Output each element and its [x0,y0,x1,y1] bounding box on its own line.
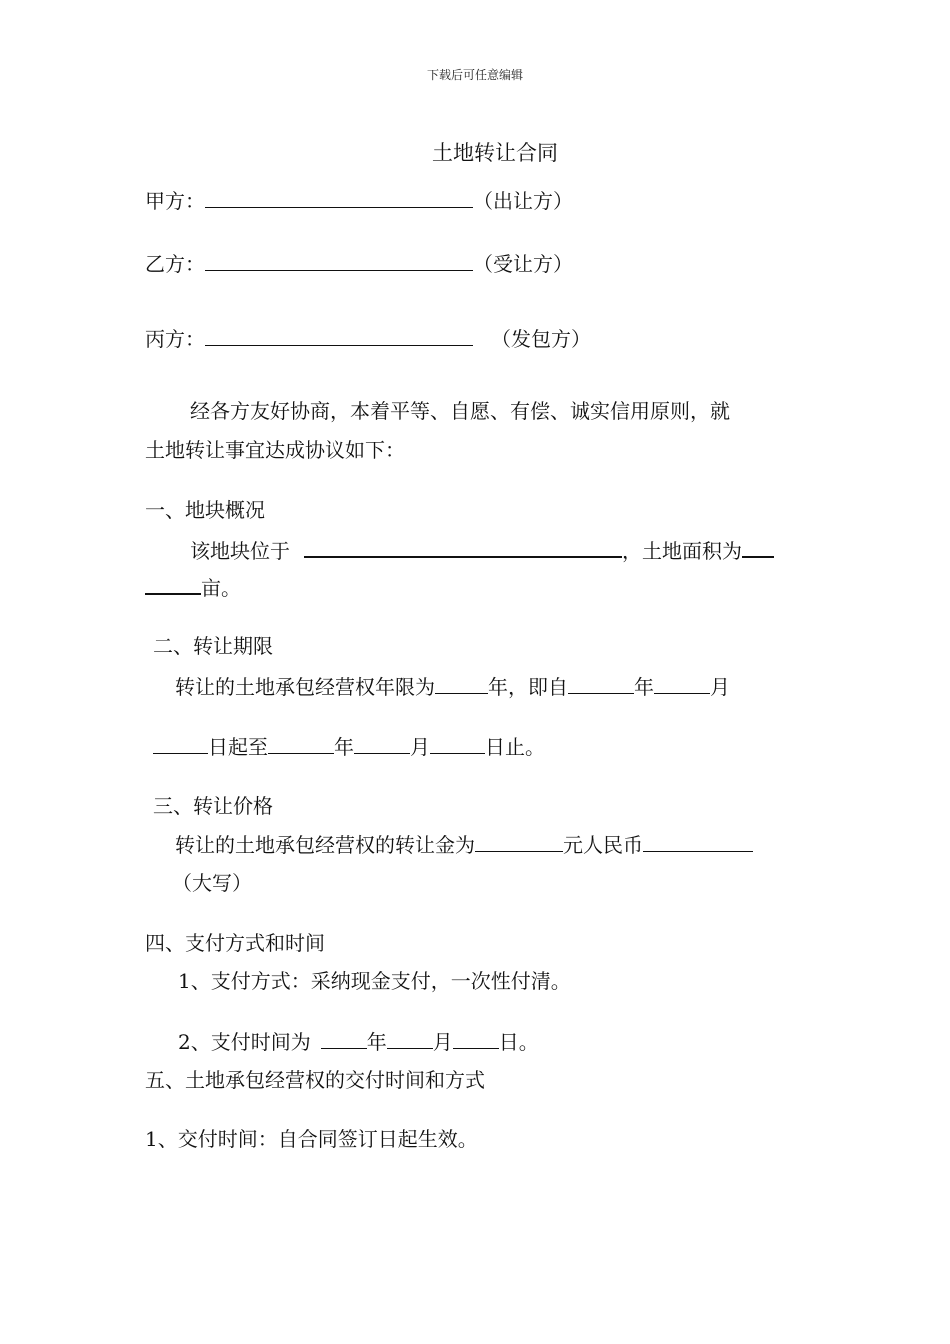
term-years-blank[interactable] [435,673,488,694]
section3-uppercase-note: （大写） [172,871,252,895]
party-c-line [145,325,591,352]
party-b-label: 乙方： [145,252,205,276]
party-a-label: 甲方： [145,189,205,213]
party-b-blank[interactable] [205,250,473,271]
section4-item2-line [178,1028,539,1055]
party-b-line [145,250,573,277]
document-title: 土地转让合同 [432,141,558,165]
section4-month-unit: 月 [432,1030,453,1054]
section3-heading: 三、转让价格 [153,794,273,818]
section4-year-unit: 年 [366,1030,387,1054]
party-a-blank[interactable] [205,187,473,208]
section1-heading: 一、地块概况 [145,498,265,522]
pay-day-blank[interactable] [453,1028,499,1049]
section4-day-unit: 日。 [498,1030,539,1054]
section5-heading: 五、土地承包经营权的交付时间和方式 [145,1068,485,1092]
end-day-blank[interactable] [430,733,485,754]
section3-currency-text: 元人民币 [563,833,643,857]
section2-from-text: ，即自 [508,675,568,699]
section1-area-line [145,573,241,601]
section4-item1: 1、支付方式：采纳现金支付，一次性付清。 [178,969,571,993]
start-year-blank[interactable] [568,673,634,694]
pay-year-blank[interactable] [321,1028,367,1049]
area-blank-a[interactable] [742,536,774,558]
intro-line-1: 经各方友好协商，本着平等、自愿、有偿、诚实信用原则，就 [190,399,730,423]
section2-end-month-unit: 月 [410,735,430,759]
section1-location-text: 该地块位于 [190,539,290,563]
party-c-blank[interactable] [205,325,473,346]
section2-end-line [153,733,545,760]
section2-day-from-text: 日起至 [208,735,268,759]
location-blank[interactable] [304,536,622,558]
section2-start-month-unit: 月 [710,675,730,699]
area-blank-b[interactable] [145,573,201,595]
section1-unit: 亩。 [201,576,241,600]
download-note: 下载后可任意编辑 [426,68,523,82]
party-a-line [145,187,573,214]
section3-price-line [175,831,753,858]
section3-price-text: 转让的土地承包经营权的转让金为 [175,833,475,857]
start-month-blank[interactable] [654,673,710,694]
section2-term-text: 转让的土地承包经营权年限为 [175,675,435,699]
section2-day-end-text: 日止。 [485,735,545,759]
section2-year-unit: 年 [488,675,508,699]
party-c-role: （发包方） [491,327,591,351]
section1-area-text: ，土地面积为 [622,539,742,563]
end-year-blank[interactable] [268,733,334,754]
start-day-blank[interactable] [153,733,208,754]
intro-line-2: 土地转让事宜达成协议如下： [145,438,405,462]
section2-start-year-unit: 年 [634,675,654,699]
end-month-blank[interactable] [354,733,410,754]
party-b-role: （受让方） [473,252,573,276]
party-c-label: 丙方： [145,327,205,351]
section5-item1: 1、交付时间：自合同签订日起生效。 [145,1127,478,1151]
section4-item2-text: 2、支付时间为 [178,1030,311,1054]
section2-heading: 二、转让期限 [153,634,273,658]
section2-end-year-unit: 年 [334,735,354,759]
price-words-blank[interactable] [643,831,753,852]
price-number-blank[interactable] [475,831,563,852]
pay-month-blank[interactable] [387,1028,433,1049]
section1-location-line [190,536,774,564]
section4-heading: 四、支付方式和时间 [145,931,325,955]
party-a-role: （出让方） [473,189,573,213]
section2-term-line [175,673,730,700]
